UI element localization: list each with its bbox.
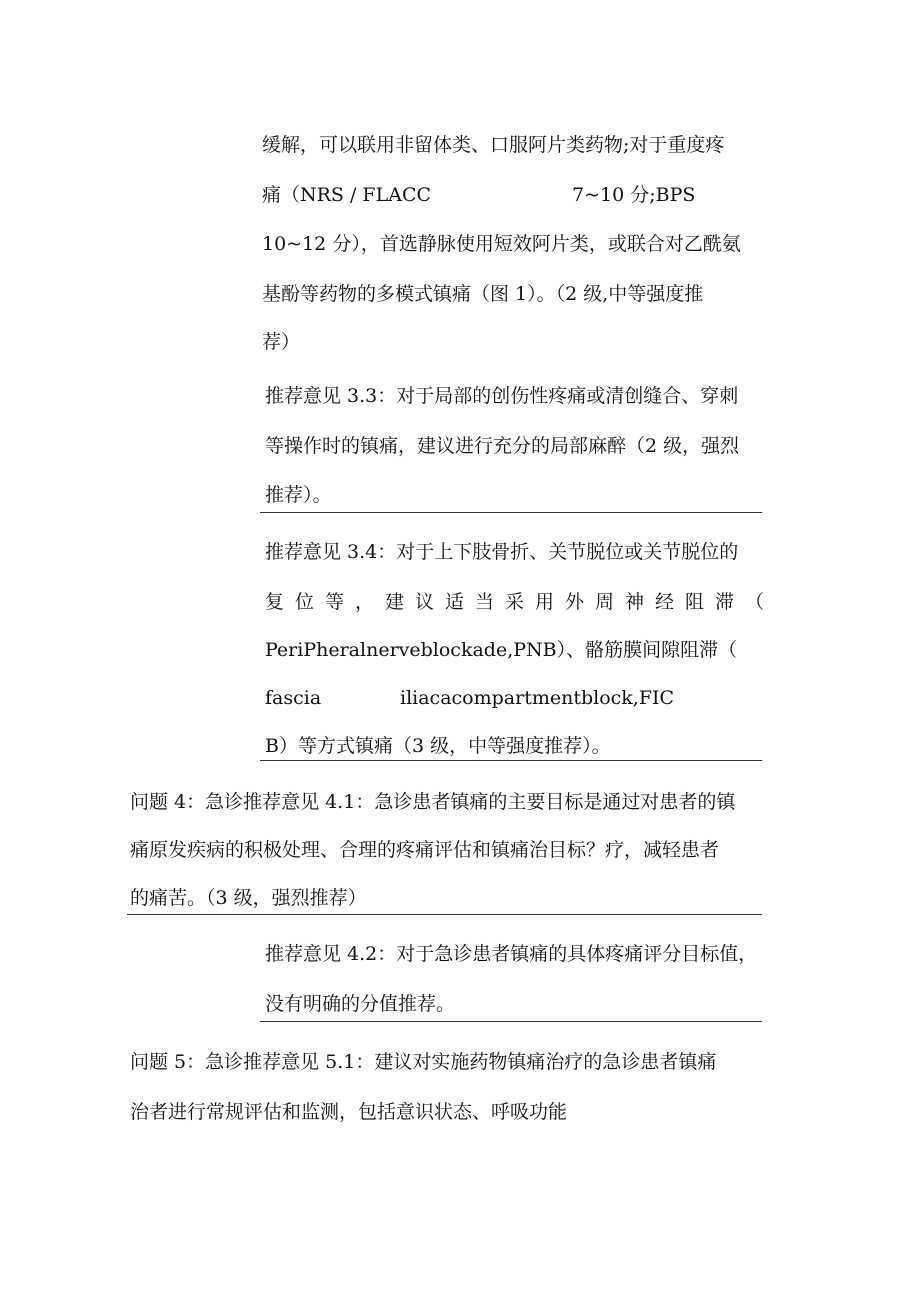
recommendation-3-4-line: iliacacompartmentblock,FIC (400, 687, 675, 709)
paragraph-line: 痛（NRS / FLACC (262, 184, 432, 206)
question-5-line: 治者进行常规评估和监测，包括意识状态、呼吸功能 (130, 1101, 568, 1123)
recommendation-3-4-line: fascia (265, 687, 322, 709)
divider-rule (260, 512, 762, 513)
question-4-line: 问题 4：急诊推荐意见 4.1：急诊患者镇痛的主要目标是通过对患者的镇 (130, 791, 736, 813)
question-5-line: 问题 5：急诊推荐意见 5.1：建议对实施药物镇痛治疗的急诊患者镇痛 (130, 1051, 717, 1073)
question-4-line: 的痛苦。（3 级，强烈推荐） (130, 887, 367, 909)
recommendation-3-3-line: 推荐）。 (265, 484, 332, 506)
recommendation-3-4-line: PeriPheralnerveblockade,PNB）、骼筋膜间隙阻滞（ (265, 639, 738, 661)
recommendation-3-4-line: 复位等，建议适当采用外周神经阻滞（ (265, 591, 776, 613)
question-4-line: 痛原发疾病的积极处理、合理的疼痛评估和镇痛治目标？疗，减轻患者 (130, 839, 720, 861)
recommendation-3-3-line: 等操作时的镇痛，建议进行充分的局部麻醉（2 级，强烈 (265, 435, 740, 457)
recommendation-4-2-line: 没有明确的分值推荐。 (265, 993, 456, 1015)
recommendation-4-2-line: 推荐意见 4.2：对于急诊患者镇痛的具体疼痛评分目标值， (265, 943, 758, 965)
paragraph-line: 10~12 分），首选静脉使用短效阿片类，或联合对乙酰氨 (262, 233, 741, 255)
recommendation-3-4-line: 推荐意见 3.4：对于上下肢骨折、关节脱位或关节脱位的 (265, 541, 739, 563)
paragraph-line: 基酚等药物的多模式镇痛（图 1）。（2 级,中等强度推 (262, 283, 704, 305)
divider-rule (127, 914, 762, 915)
recommendation-3-4-line: B）等方式镇痛（3 级，中等强度推荐）。 (265, 735, 611, 757)
divider-rule (260, 760, 762, 761)
paragraph-line: 荐） (262, 331, 301, 353)
divider-rule (260, 1021, 762, 1022)
recommendation-3-3-line: 推荐意见 3.3：对于局部的创伤性疼痛或清创缝合、穿刺 (265, 385, 739, 407)
paragraph-line: 7~10 分;BPS (572, 184, 696, 206)
paragraph-line: 缓解，可以联用非留体类、口服阿片类药物;对于重度疼 (262, 134, 725, 156)
